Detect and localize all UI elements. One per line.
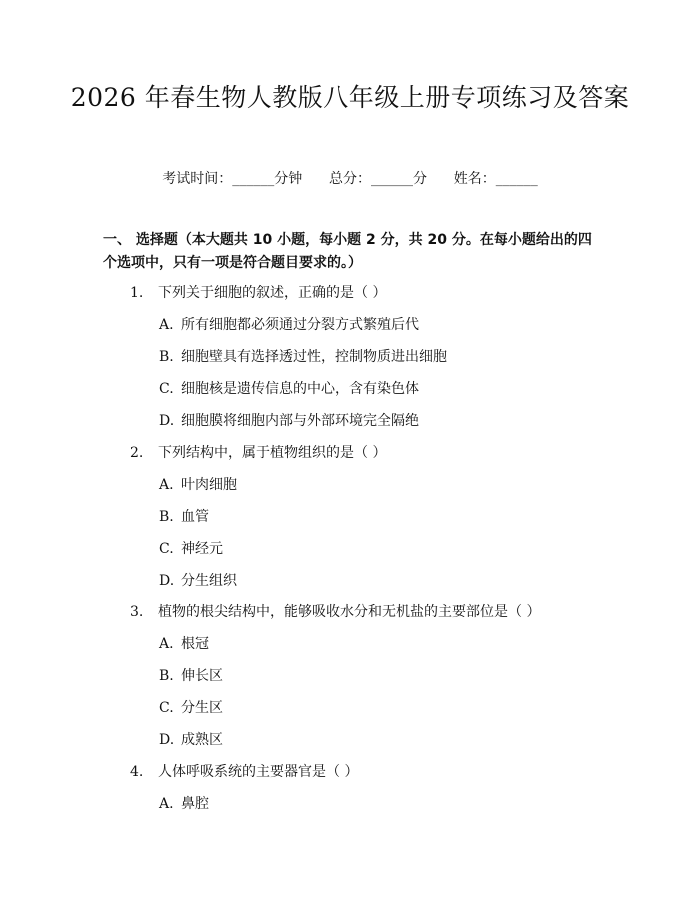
question-number: 4. [130,764,144,780]
option-text: 根冠 [181,636,209,652]
option-text: 细胞壁具有选择透过性，控制物质进出细胞 [181,349,447,365]
section-heading: 一、 选择题（本大题共 10 小题，每小题 2 分，共 20 分。在每小题给出的四个选项中，只有一项是符合题目要求的。） [103,232,592,271]
option-text: 细胞核是遗传信息的中心，含有染色体 [181,381,419,397]
option-1c [159,378,419,398]
option-text: 分生区 [181,700,223,716]
option-1d [159,410,419,430]
question-2 [130,442,386,462]
option-3b [159,665,223,685]
option-letter: C. [159,381,174,397]
option-3c [159,697,223,717]
option-text: 神经元 [181,541,223,557]
option-3a [159,633,209,653]
question-4 [130,761,358,781]
option-2d [159,570,237,590]
question-number: 3. [130,604,144,620]
option-text: 细胞膜将细胞内部与外部环境完全隔绝 [181,413,419,429]
question-3 [130,601,540,621]
option-letter: D. [159,573,175,589]
option-text: 叶肉细胞 [181,477,237,493]
option-letter: D. [159,413,175,429]
question-1 [130,282,386,302]
question-number: 2. [130,445,144,461]
option-text: 分生组织 [181,573,237,589]
option-letter: A. [159,636,174,652]
exam-meta-line: 考试时间：______分钟 总分：______分 姓名：______ [162,171,538,187]
option-text: 所有细胞都必须通过分裂方式繁殖后代 [181,317,419,333]
option-1b [159,346,447,366]
question-text: 植物的根尖结构中，能够吸收水分和无机盐的主要部位是（ ） [158,604,541,620]
option-text: 伸长区 [181,668,223,684]
option-1a [159,314,419,334]
option-2a [159,474,237,494]
option-2c [159,538,223,558]
option-text: 鼻腔 [181,796,209,812]
option-letter: C. [159,541,174,557]
option-letter: B. [159,509,174,525]
option-text: 血管 [181,509,209,525]
option-letter: A. [159,796,174,812]
option-letter: C. [159,700,174,716]
option-letter: A. [159,317,174,333]
question-text: 下列关于细胞的叙述，正确的是（ ） [158,285,387,301]
option-letter: B. [159,668,174,684]
document-title: 2026 年春生物人教版八年级上册专项练习及答案 [70,83,630,112]
option-2b [159,506,209,526]
option-4a [159,793,209,813]
option-letter: A. [159,477,174,493]
question-number: 1. [130,285,144,301]
option-3d [159,729,223,749]
question-text: 人体呼吸系统的主要器官是（ ） [158,764,359,780]
option-text: 成熟区 [181,732,223,748]
option-letter: D. [159,732,175,748]
question-text: 下列结构中，属于植物组织的是（ ） [158,445,387,461]
option-letter: B. [159,349,174,365]
